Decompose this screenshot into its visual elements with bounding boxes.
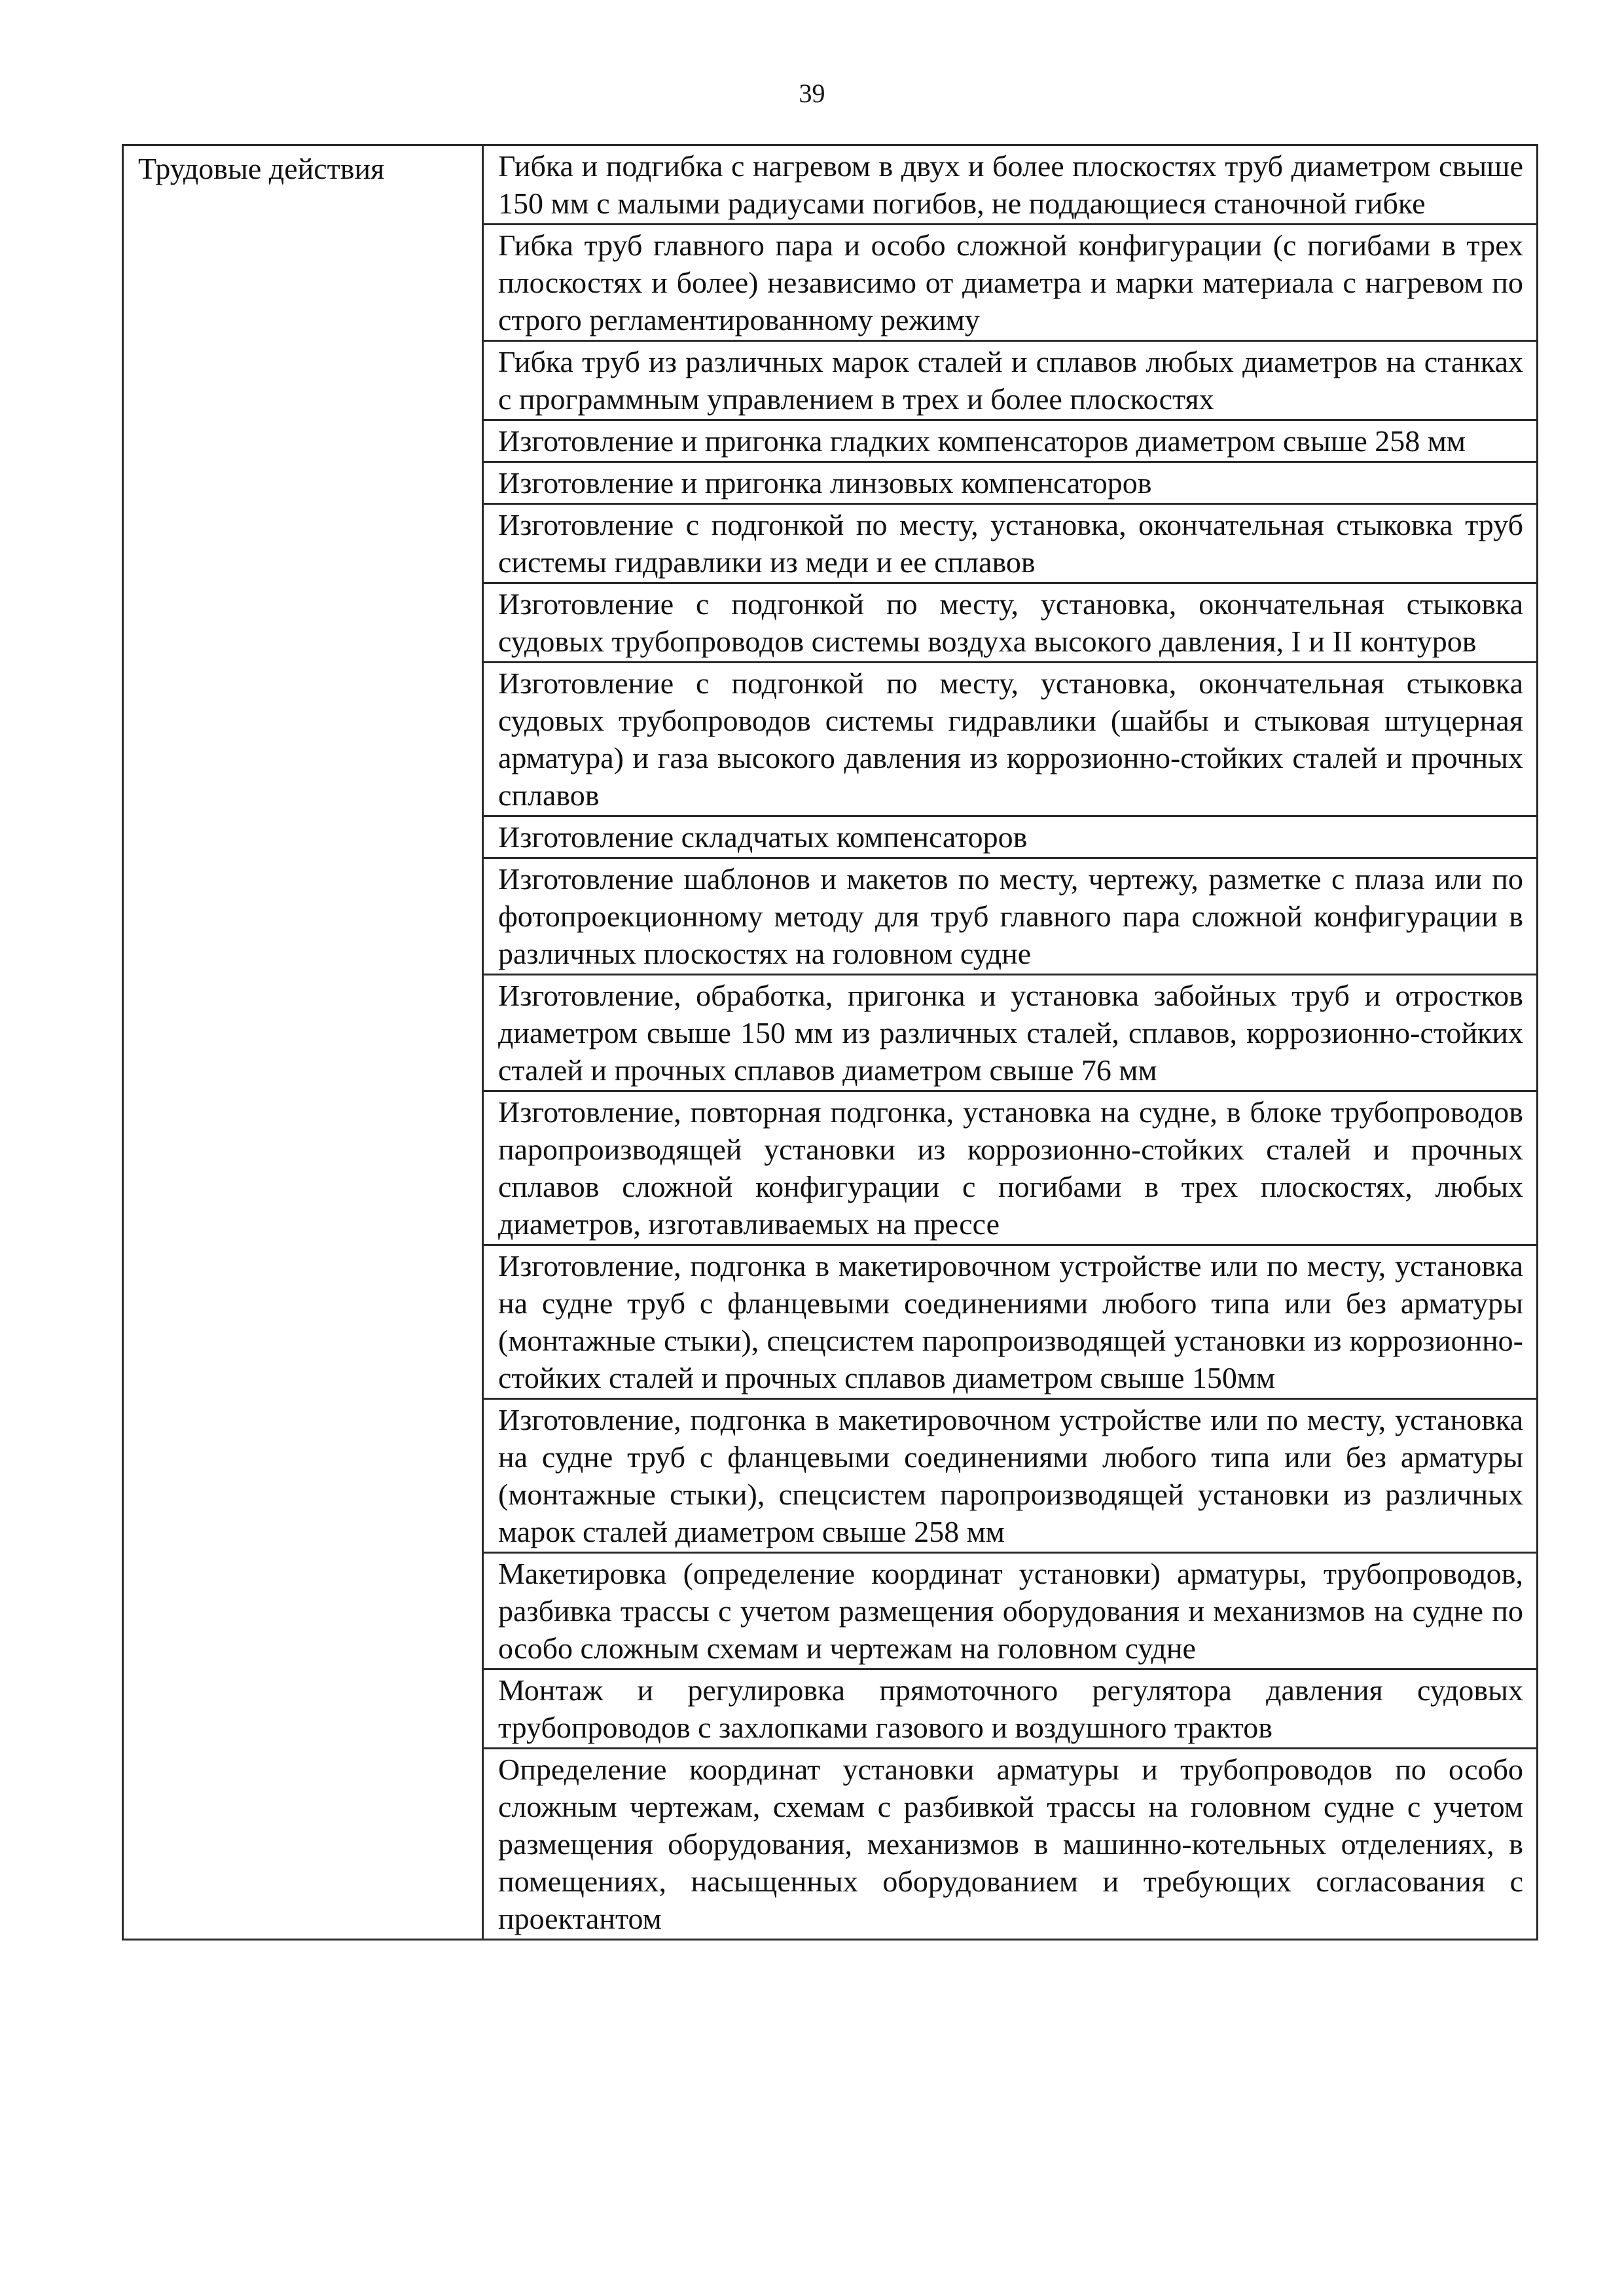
action-cell	[483, 1245, 1538, 1399]
action-cell	[483, 462, 1538, 504]
row-label-cell: Трудовые действия	[123, 145, 483, 1940]
action-text: Монтаж и регулировка прямоточного регулятора давления судовых трубопроводов с захлопками газового и воздушного трактов	[498, 1673, 1523, 1744]
action-cell	[483, 858, 1538, 975]
action-cell	[483, 583, 1538, 663]
action-cell	[483, 1091, 1538, 1245]
action-cell	[483, 504, 1538, 583]
action-cell	[483, 1749, 1538, 1940]
action-text: Изготовление с подгонкой по месту, установка, окончательная стыковка судовых трубопроводов системы воздуха высокого давления, I и II контуров	[498, 587, 1523, 658]
action-cell	[483, 663, 1538, 816]
action-cell	[483, 1553, 1538, 1669]
action-text: Изготовление, подгонка в макетировочном устройстве или по месту, установка на судне труб с фланцевыми соединениями любого типа или без арматуры (монтажные стыки), спецсистем паропроизводящей установки из коррозионно-стойких сталей и прочных сплавов диаметром свыше 150мм	[498, 1249, 1523, 1394]
action-text: Изготовление и пригонка гладких компенсаторов диаметром свыше 258 мм	[498, 424, 1466, 458]
action-cell	[483, 420, 1538, 462]
table-row	[123, 145, 1538, 225]
table-body	[123, 145, 1538, 1940]
action-text: Изготовление, обработка, пригонка и установка забойных труб и отростков диаметром свыше 150 мм из различных сталей, сплавов, коррозионно-стойких сталей и прочных сплавов диаметром свыше 76 мм	[498, 979, 1523, 1087]
action-cell	[483, 225, 1538, 341]
action-text: Гибка труб из различных марок сталей и сплавов любых диаметров на станках с программным управлением в трех и более плоскостях	[498, 345, 1523, 416]
action-cell	[483, 1669, 1538, 1749]
action-text: Изготовление с подгонкой по месту, установка, окончательная стыковка труб системы гидравлики из меди и ее сплавов	[498, 508, 1523, 579]
action-text: Изготовление и пригонка линзовых компенсаторов	[498, 466, 1152, 500]
action-cell	[483, 145, 1538, 225]
action-text: Гибка труб главного пара и особо сложной конфигурации (с погибами в трех плоскостях и более) независимо от диаметра и марки материала с нагревом по строго регламентированному режиму	[498, 228, 1523, 337]
action-text: Изготовление с подгонкой по месту, установка, окончательная стыковка судовых трубопроводов системы гидравлики (шайбы и стыковая штуцерная арматура) и газа высокого давления из коррозионно-стойких сталей и прочных сплавов	[498, 666, 1523, 812]
action-text: Изготовление складчатых компенсаторов	[498, 820, 1028, 854]
action-text: Макетировка (определение координат установки) арматуры, трубопроводов, разбивка трассы с учетом размещения оборудования и механизмов на судне по особо сложным схемам и чертежам на головном судне	[498, 1557, 1523, 1665]
action-text: Изготовление шаблонов и макетов по месту, чертежу, разметке с плаза или по фотопроекционному методу для труб главного пара сложной конфигурации в различных плоскостях на головном судне	[498, 862, 1523, 970]
action-text: Определение координат установки арматуры и трубопроводов по особо сложным чертежам, схемам с разбивкой трассы на головном судне с учетом размещения оборудования, механизмов в машинно-котельных отделениях, в помещениях, насыщенных оборудованием и требующих согласования с проектантом	[498, 1753, 1523, 1935]
action-text: Гибка и подгибка с нагревом в двух и более плоскостях труб диаметром свыше 150 мм с малыми радиусами погибов, не поддающиеся станочной гибке	[498, 149, 1523, 220]
action-cell	[483, 341, 1538, 420]
action-cell	[483, 1399, 1538, 1553]
labor-actions-table	[122, 144, 1538, 1941]
action-text: Изготовление, повторная подгонка, установка на судне, в блоке трубопроводов паропроизводящей установки из коррозионно-стойких сталей и прочных сплавов сложной конфигурации с погибами в трех плоскостях, любых диаметров, изготавливаемых на прессе	[498, 1095, 1523, 1241]
page-number: 39	[799, 79, 825, 108]
action-cell	[483, 975, 1538, 1091]
action-cell	[483, 816, 1538, 858]
action-text: Изготовление, подгонка в макетировочном устройстве или по месту, установка на судне труб с фланцевыми соединениями любого типа или без арматуры (монтажные стыки), спецсистем паропроизводящей установки из различных марок сталей диаметром свыше 258 мм	[498, 1403, 1523, 1548]
